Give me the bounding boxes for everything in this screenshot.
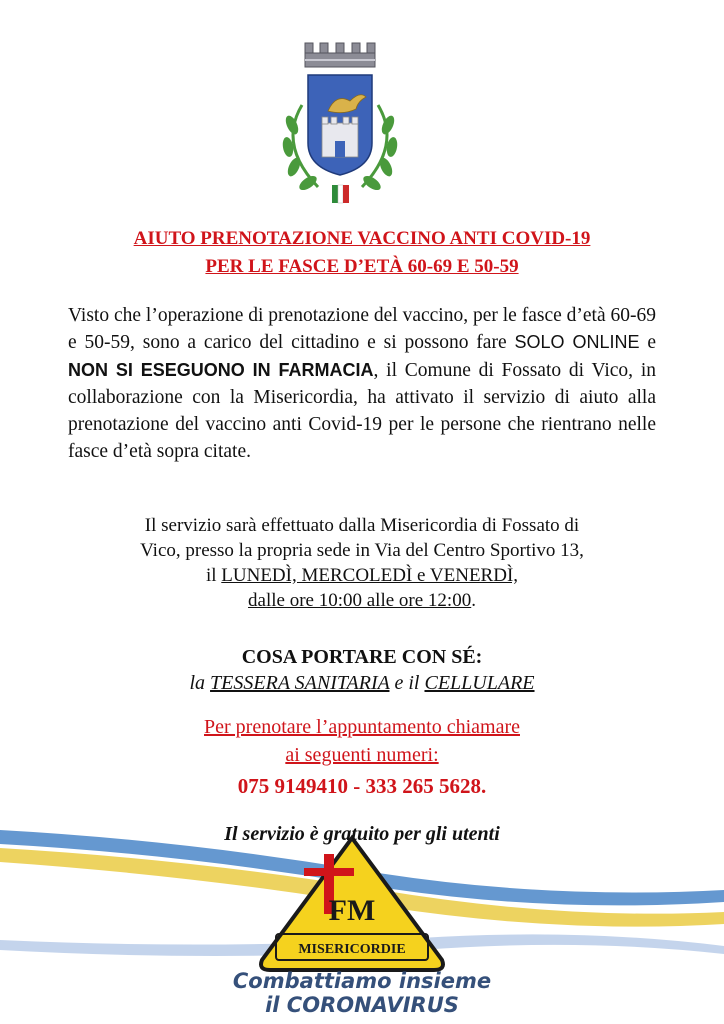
coat-of-arms-icon bbox=[270, 35, 410, 210]
bring-items bbox=[0, 672, 724, 695]
intro-text-1: Visto che l’operazione di prenotazione del vaccino, per le fasce d’età 60-69 e 50-59, sono a carico del cittadino e si possono fare bbox=[68, 305, 656, 354]
service-info bbox=[0, 513, 724, 613]
contact-line-2: ai seguenti numeri: bbox=[285, 744, 439, 766]
title-line-2: PER LE FASCE D’ETÀ 60-69 E 50-59 bbox=[205, 256, 519, 277]
solo-online-text: SOLO ONLINE bbox=[514, 332, 640, 353]
slogan-line-2: il CORONAVIRUS bbox=[265, 993, 459, 1017]
service-line-4 bbox=[0, 588, 724, 613]
intro-text-2: , il Comune di Fossato di Vico, in collaborazione con la Misericordia, ha attivato il servizio di aiuto alla prenotazione del vaccino anti Covid-19 per le persone che rientrano nelle fasce d’età sopra citate. bbox=[68, 359, 656, 463]
slogan-line-1: Combattiamo insieme bbox=[232, 969, 492, 993]
free-service-note: Il servizio è gratuito per gli utenti bbox=[224, 823, 500, 845]
service-hours: dalle ore 10:00 alle ore 12:00 bbox=[248, 590, 472, 611]
phone-numbers: 075 9149410 - 333 265 5628. bbox=[237, 774, 487, 798]
logo-text: MISERICORDIE bbox=[298, 942, 406, 957]
bring-title: COSA PORTARE CON SÉ: bbox=[241, 646, 483, 668]
contact-line-1: Per prenotare l’appuntamento chiamare bbox=[204, 716, 520, 738]
service-days: LUNEDÌ, MERCOLEDÌ e VENERDÌ, bbox=[221, 565, 519, 586]
service-line-1: Il servizio sarà effettuato dalla Misericordia di Fossato di bbox=[144, 515, 580, 536]
bring-item-cellulare: CELLULARE bbox=[424, 672, 535, 694]
bring-item-tessera: TESSERA SANITARIA bbox=[210, 672, 390, 694]
bring-middle: e il bbox=[389, 672, 425, 694]
service-days-prefix: il bbox=[205, 565, 222, 586]
service-hours-suffix: . bbox=[471, 590, 476, 611]
intro-paragraph bbox=[68, 302, 656, 466]
title-line-1: AIUTO PRENOTAZIONE VACCINO ANTI COVID-19 bbox=[133, 228, 591, 249]
service-line-2: Vico, presso la propria sede in Via del Centro Sportivo 13, bbox=[140, 540, 584, 561]
intro-and: e bbox=[639, 332, 656, 354]
bring-prefix: la bbox=[189, 672, 211, 694]
logo-letters: FM bbox=[328, 894, 376, 927]
non-farmacia-text: NON SI ESEGUONO IN FARMACIA bbox=[68, 359, 374, 380]
service-line-3 bbox=[0, 563, 724, 588]
